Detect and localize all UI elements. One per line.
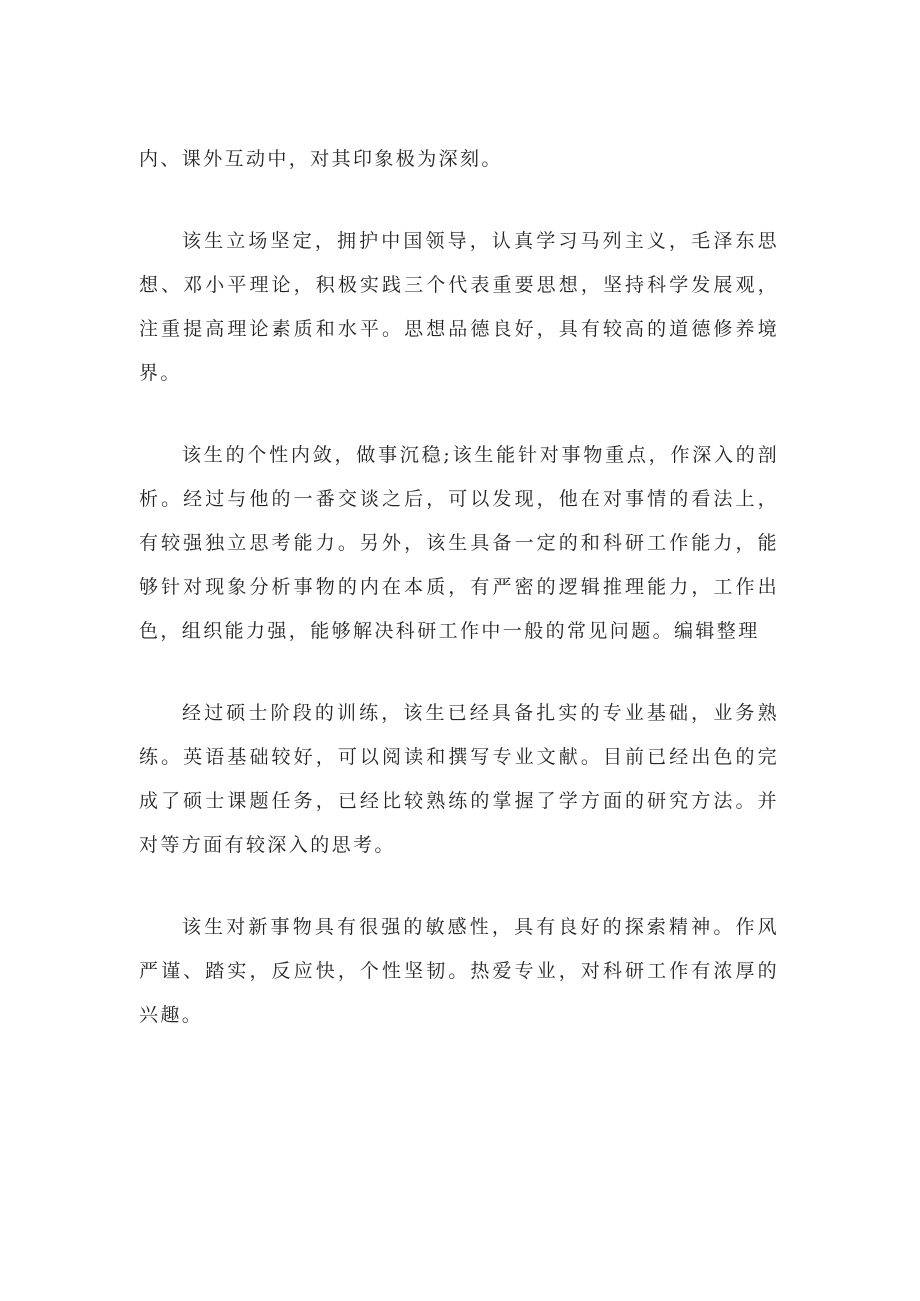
paragraph-personality: 该生的个性内敛，做事沉稳;该生能针对事物重点，作深入的剖析。经过与他的一番交谈之后，可以发现，他在对事情的看法上，有较强独立思考能力。另外，该生具备一定的和科研工作能力，能够针对现象分析事物的内在本质，有严密的逻辑推理能力，工作出色，组织能力强，能够解决科研工作中一般的常见问题。编辑整理	[139, 444, 779, 642]
paragraph-political-stance: 该生立场坚定，拥护中国领导，认真学习马列主义，毛泽东思想、邓小平理论，积极实践三个代表重要思想，坚持科学发展观，注重提高理论素质和水平。思想品德良好，具有较高的道德修养境界。	[139, 230, 779, 384]
paragraph-continued: 内、课外互动中，对其印象极为深刻。	[139, 148, 503, 170]
paragraph-research-attitude: 该生对新事物具有很强的敏感性，具有良好的探索精神。作风严谨、踏实，反应快，个性坚韧。热爱专业，对科研工作有浓厚的兴趣。	[139, 916, 779, 1026]
paragraph-academic-training: 经过硕士阶段的训练，该生已经具备扎实的专业基础，业务熟练。英语基础较好，可以阅读和撰写专业文献。目前已经出色的完成了硕士课题任务，已经比较熟练的掌握了学方面的研究方法。并对等方面有较深入的思考。	[139, 702, 779, 856]
document-body	[139, 137, 779, 1037]
